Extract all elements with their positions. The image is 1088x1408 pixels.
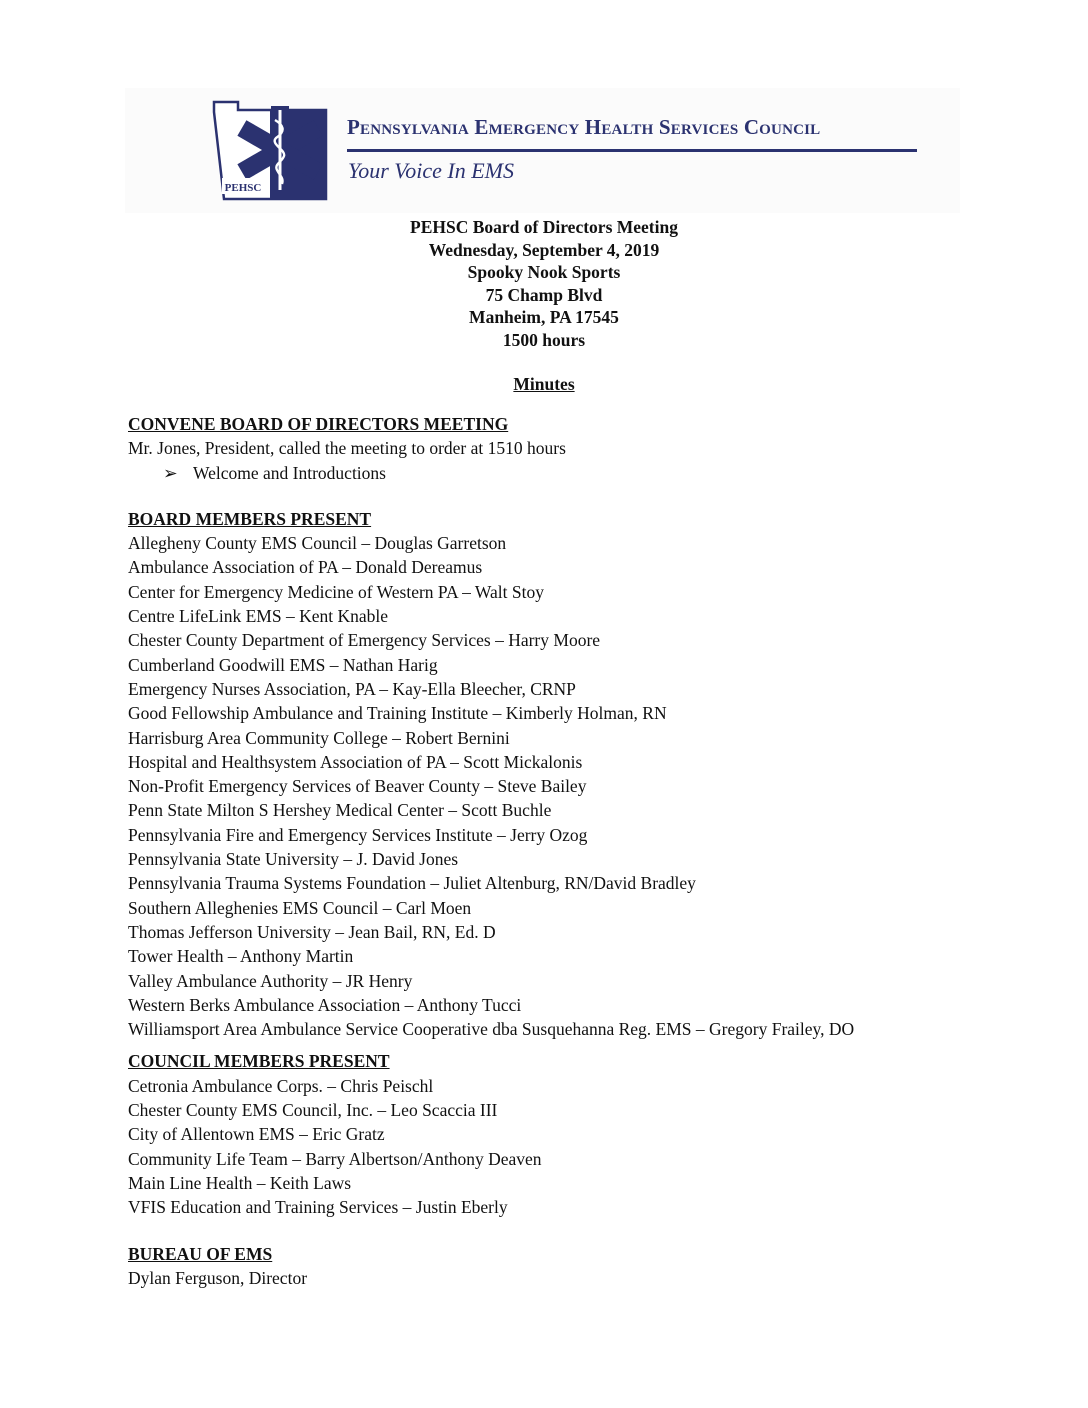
list-item: Southern Alleghenies EMS Council – Carl Moen (128, 897, 472, 918)
bullet-text: Welcome and Introductions (193, 462, 386, 483)
list-item: Chester County Department of Emergency Services – Harry Moore (128, 630, 601, 651)
list-item: Cetronia Ambulance Corps. – Chris Peischl (128, 1075, 434, 1096)
council-members-heading: COUNCIL MEMBERS PRESENT (128, 1051, 390, 1072)
pehsc-star-of-life-logo (208, 98, 333, 203)
board-members-list (128, 531, 968, 1041)
list-item: Centre LifeLink EMS – Kent Knable (128, 606, 389, 627)
list-item: Main Line Health – Keith Laws (128, 1172, 352, 1193)
list-item: Pennsylvania State University – J. David Jones (128, 849, 459, 870)
meeting-title: PEHSC Board of Directors Meeting (410, 217, 678, 237)
meeting-date: Wednesday, September 4, 2019 (428, 239, 660, 260)
list-item: Harrisburg Area Community College – Robert Bernini (128, 727, 510, 748)
list-item: Pennsylvania Fire and Emergency Services Institute – Jerry Ozog (128, 824, 588, 845)
list-item: City of Allentown EMS – Eric Gratz (128, 1124, 385, 1145)
list-item: Good Fellowship Ambulance and Training Institute – Kimberly Holman, RN (128, 703, 667, 724)
minutes-title: Minutes (513, 374, 575, 394)
tagline: Your Voice In EMS (348, 158, 515, 183)
list-item: Hospital and Healthsystem Association of PA – Scott Mickalonis (128, 751, 583, 772)
list-item: Community Life Team – Barry Albertson/Anthony Deaven (128, 1148, 542, 1169)
convene-text: Mr. Jones, President, called the meeting to order at 1510 hours (128, 438, 566, 459)
letterhead (125, 88, 960, 213)
list-item: Tower Health – Anthony Martin (128, 946, 354, 967)
letterhead-divider (347, 149, 917, 152)
list-item: Center for Emergency Medicine of Western PA – Walt Stoy (128, 581, 544, 602)
meeting-street: 75 Champ Blvd (485, 284, 603, 305)
list-item: Western Berks Ambulance Association – Anthony Tucci (128, 994, 522, 1015)
list-item: Chester County EMS Council, Inc. – Leo Scaccia III (128, 1100, 498, 1121)
list-item: Williamsport Area Ambulance Service Cooperative dba Susquehanna Reg. EMS – Gregory Frailey, DO (128, 1019, 855, 1040)
meeting-city: Manheim, PA 17545 (469, 307, 619, 327)
logo-text: PEHSC (224, 182, 262, 194)
bureau-heading: BUREAU OF EMS (128, 1243, 273, 1264)
minutes-body (128, 412, 968, 1290)
list-item: Allegheny County EMS Council – Douglas Garretson (128, 533, 507, 554)
list-item: Dylan Ferguson, Director (128, 1267, 308, 1288)
board-members-heading: BOARD MEMBERS PRESENT (128, 508, 372, 529)
convene-heading: CONVENE BOARD OF DIRECTORS MEETING (128, 414, 509, 434)
list-item: Emergency Nurses Association, PA – Kay-Ella Bleecher, CRNP (128, 678, 576, 699)
meeting-time: 1500 hours (502, 329, 586, 350)
list-item: Cumberland Goodwill EMS – Nathan Harig (128, 654, 438, 675)
list-item: Penn State Milton S Hershey Medical Center – Scott Buchle (128, 800, 552, 821)
list-item: Non-Profit Emergency Services of Beaver County – Steve Bailey (128, 776, 587, 797)
organization-name: Pennsylvania Emergency Health Services Council (347, 115, 821, 139)
list-item: Thomas Jefferson University – Jean Bail, RN, Ed. D (128, 921, 496, 942)
council-members-list (128, 1074, 968, 1220)
convene-bullet (128, 461, 968, 485)
list-item: VFIS Education and Training Services – Justin Eberly (128, 1197, 508, 1218)
arrow-bullet-icon: ➢ (163, 462, 178, 483)
list-item: Pennsylvania Trauma Systems Foundation – Juliet Altenburg, RN/David Bradley (128, 873, 696, 894)
bureau-list (128, 1266, 968, 1290)
meeting-header (0, 216, 1088, 351)
list-item: Ambulance Association of PA – Donald Dereamus (128, 557, 483, 578)
list-item: Valley Ambulance Authority – JR Henry (128, 970, 413, 991)
meeting-venue: Spooky Nook Sports (467, 262, 621, 282)
